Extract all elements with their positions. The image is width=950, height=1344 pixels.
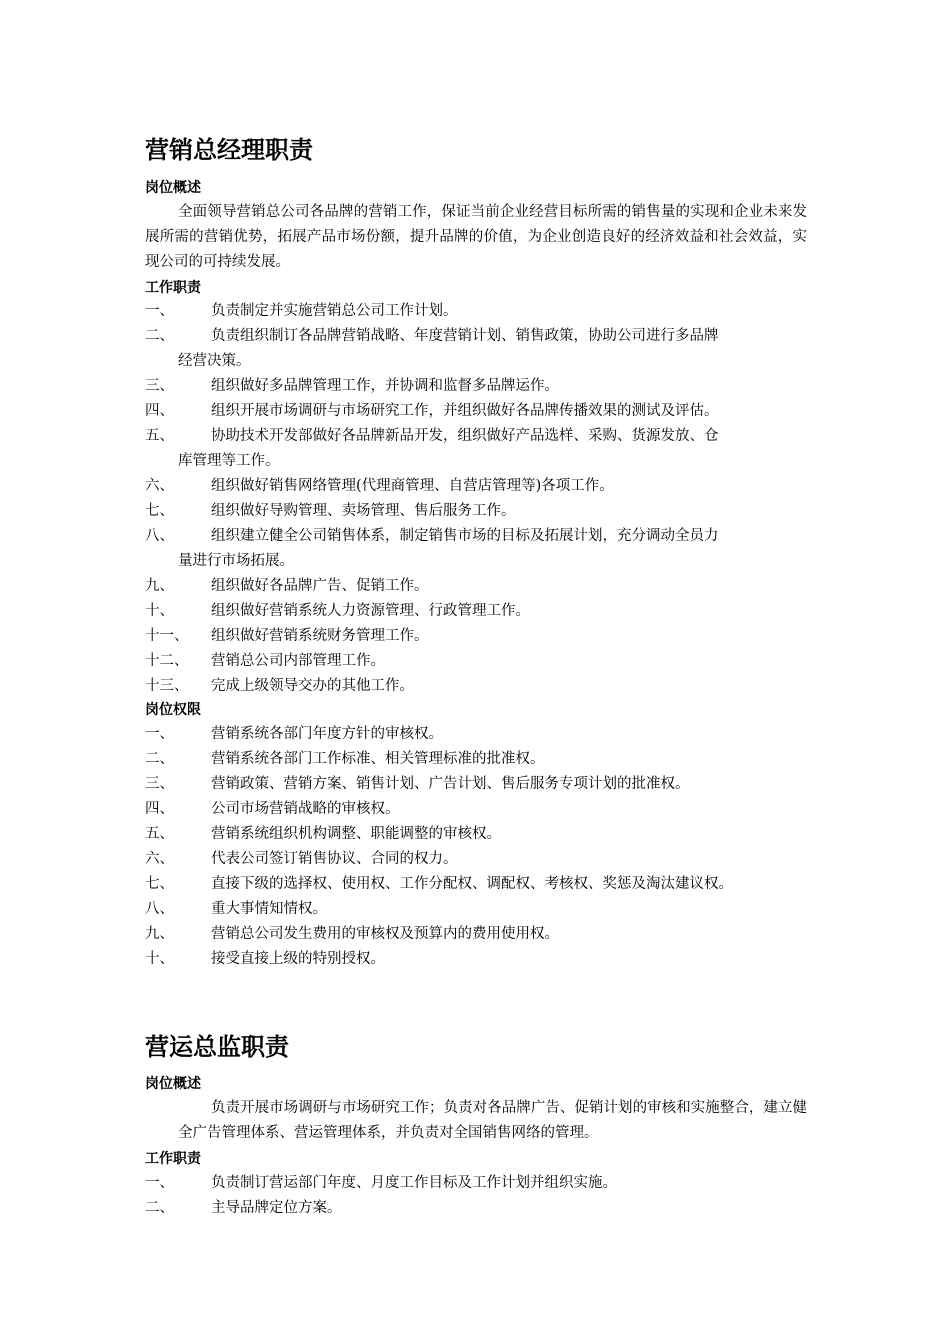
item-text: 营销系统组织机构调整、职能调整的审核权。 <box>211 826 501 842</box>
item-text: 营销系统各部门工作标准、相关管理标准的批准权。 <box>211 751 545 767</box>
item-text: 接受直接上级的特别授权。 <box>211 951 385 967</box>
item-text: 直接下级的选择权、使用权、工作分配权、调配权、考核权、奖惩及淘汰建议权。 <box>211 876 733 892</box>
item-number: 六、 <box>145 478 174 494</box>
section1-overview-heading: 岗位概述 <box>145 180 201 196</box>
section1-authority-heading: 岗位权限 <box>145 702 201 718</box>
item-number: 九、 <box>145 578 174 594</box>
item-number: 二、 <box>145 751 174 767</box>
item-text: 公司市场营销战略的审核权。 <box>211 801 400 817</box>
item-number: 五、 <box>145 428 174 444</box>
item-text: 组织建立健全公司销售体系，制定销售市场的目标及拓展计划，充分调动全员力 <box>211 528 719 544</box>
item-text: 完成上级领导交办的其他工作。 <box>211 678 414 694</box>
item-number: 一、 <box>145 1175 174 1191</box>
item-text: 营销总公司发生费用的审核权及预算内的费用使用权。 <box>211 926 559 942</box>
item-text: 营销系统各部门年度方针的审核权。 <box>211 726 443 742</box>
item-number: 十、 <box>145 951 174 967</box>
item-number: 九、 <box>145 926 174 942</box>
item-number: 三、 <box>145 378 174 394</box>
item-number: 七、 <box>145 503 174 519</box>
item-text: 协助技术开发部做好各品牌新品开发，组织做好产品选样、采购、货源发放、仓 <box>211 428 719 444</box>
item-number: 六、 <box>145 851 174 867</box>
item-text-continuation: 量进行市场拓展。 <box>178 553 294 569</box>
item-number: 五、 <box>145 826 174 842</box>
section2-overview-heading: 岗位概述 <box>145 1076 201 1092</box>
item-number: 十三、 <box>145 678 189 694</box>
item-number: 八、 <box>145 528 174 544</box>
item-number: 四、 <box>145 801 174 817</box>
item-number: 二、 <box>145 1200 174 1216</box>
item-text: 营销政策、营销方案、销售计划、广告计划、售后服务专项计划的批准权。 <box>211 776 690 792</box>
item-text: 代表公司签订销售协议、合同的权力。 <box>211 851 458 867</box>
item-text: 组织做好导购管理、卖场管理、售后服务工作。 <box>211 503 516 519</box>
item-number: 十、 <box>145 603 174 619</box>
item-text: 重大事情知情权。 <box>211 901 327 917</box>
item-text: 组织开展市场调研与市场研究工作，并组织做好各品牌传播效果的测试及评估。 <box>211 403 719 419</box>
item-text-continuation: 经营决策。 <box>178 353 251 369</box>
item-number: 十二、 <box>145 653 189 669</box>
item-text: 负责组织制订各品牌营销战略、年度营销计划、销售政策，协助公司进行多品牌 <box>211 328 719 344</box>
item-text: 营销总公司内部管理工作。 <box>211 653 385 669</box>
section2-title: 营运总监职责 <box>145 1033 289 1061</box>
section1-title: 营销总经理职责 <box>145 136 313 164</box>
item-text: 主导品牌定位方案。 <box>211 1200 342 1216</box>
item-text: 组织做好各品牌广告、促销工作。 <box>211 578 429 594</box>
item-number: 八、 <box>145 901 174 917</box>
section1-duties-heading: 工作职责 <box>145 280 201 296</box>
item-text: 组织做好营销系统财务管理工作。 <box>211 628 429 644</box>
item-number: 一、 <box>145 303 174 319</box>
item-number: 一、 <box>145 726 174 742</box>
section2-overview-text: 负责开展市场调研与市场研究工作；负责对各品牌广告、促销计划的审核和实施整合，建立健全广告管理体系、营运管理体系，并负责对全国销售网络的管理。 <box>178 1100 807 1141</box>
section1-overview-text: 全面领导营销总公司各品牌的营销工作，保证当前企业经营目标所需的销售量的实现和企业未来发展所需的营销优势，拓展产品市场份额，提升品牌的价值，为企业创造良好的经济效益和社会效益，实现公司的可持续发展。 <box>145 204 807 270</box>
item-number: 三、 <box>145 776 174 792</box>
item-number: 四、 <box>145 403 174 419</box>
item-number: 七、 <box>145 876 174 892</box>
item-text: 负责制定并实施营销总公司工作计划。 <box>211 303 458 319</box>
item-number: 十一、 <box>145 628 189 644</box>
item-text: 负责制订营运部门年度、月度工作目标及工作计划并组织实施。 <box>211 1175 617 1191</box>
item-text-continuation: 库管理等工作。 <box>178 453 280 469</box>
section2-duties-heading: 工作职责 <box>145 1151 201 1167</box>
item-text: 组织做好多品牌管理工作，并协调和监督多品牌运作。 <box>211 378 559 394</box>
item-number: 二、 <box>145 328 174 344</box>
item-text: 组织做好销售网络管理(代理商管理、自营店管理等)各项工作。 <box>211 478 614 494</box>
item-text: 组织做好营销系统人力资源管理、行政管理工作。 <box>211 603 530 619</box>
